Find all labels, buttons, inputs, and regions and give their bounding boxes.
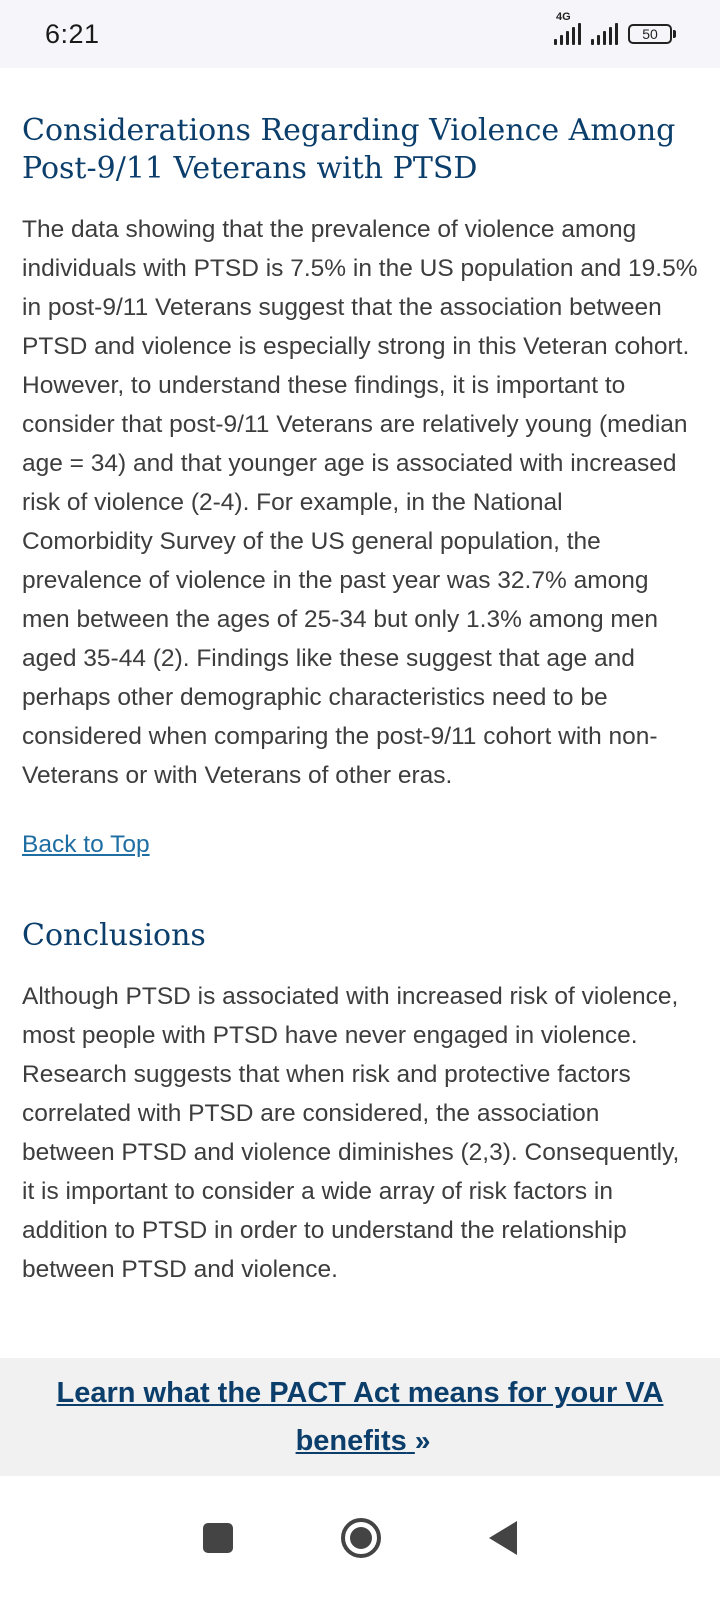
signal-strength-icon bbox=[591, 23, 618, 45]
violence-section-body: The data showing that the prevalence of violence among individuals with PTSD is 7.5% in the US population and 19.5% in post-9/11 Veterans suggest that the association between PTSD and violence is especially strong in this Veteran cohort. However, to understand these findings, it is important to consider that post-9/11 Veterans are relatively young (median age = 34) and that younger age is associated with increased risk of violence (2-4). For example, in the National Comorbidity Survey of the US general population, the prevalence of violence in the past year was 32.7% among men between the ages of 25-34 but only 1.3% among men aged 35-44 (2). Findings like these suggest that age and perhaps other demographic characteristics need to be considered when comparing the post-9/11 cohort with non-Veterans or with Veterans of other eras. bbox=[22, 216, 698, 789]
network-type-label: 4G bbox=[556, 11, 571, 23]
pact-act-link[interactable] bbox=[40, 1370, 680, 1465]
status-time: 6:21 bbox=[45, 18, 100, 49]
conclusions-body: Although PTSD is associated with increased risk of violence, most people with PTSD have never engaged in violence. Research suggests that when risk and protective factors correlated with PTSD are considered, the association between PTSD and violence diminishes (2,3). Consequently, it is important to consider a wide array of risk factors in addition to PTSD in order to understand the relationship between PTSD and violence. bbox=[22, 983, 680, 1283]
pact-act-link-text: Learn what the PACT Act means for your VA benefits bbox=[56, 1376, 664, 1457]
back-triangle-icon[interactable] bbox=[489, 1521, 517, 1555]
article-content bbox=[22, 68, 698, 1289]
status-icons bbox=[554, 11, 676, 45]
back-to-top-link[interactable]: Back to Top bbox=[22, 831, 150, 858]
battery-level: 50 bbox=[642, 26, 658, 42]
pact-act-banner bbox=[0, 1358, 720, 1476]
battery-icon bbox=[628, 24, 676, 44]
status-bar bbox=[0, 0, 720, 68]
home-circle-icon[interactable] bbox=[341, 1518, 381, 1558]
double-chevron-right-icon: » bbox=[414, 1424, 425, 1456]
signal-4g-icon bbox=[554, 11, 581, 45]
conclusions-heading: Conclusions bbox=[22, 918, 206, 953]
system-navigation-bar bbox=[0, 1476, 720, 1600]
violence-section-heading: Considerations Regarding Violence Among Post-9/11 Veterans with PTSD bbox=[22, 113, 676, 186]
recents-square-icon[interactable] bbox=[203, 1523, 233, 1553]
